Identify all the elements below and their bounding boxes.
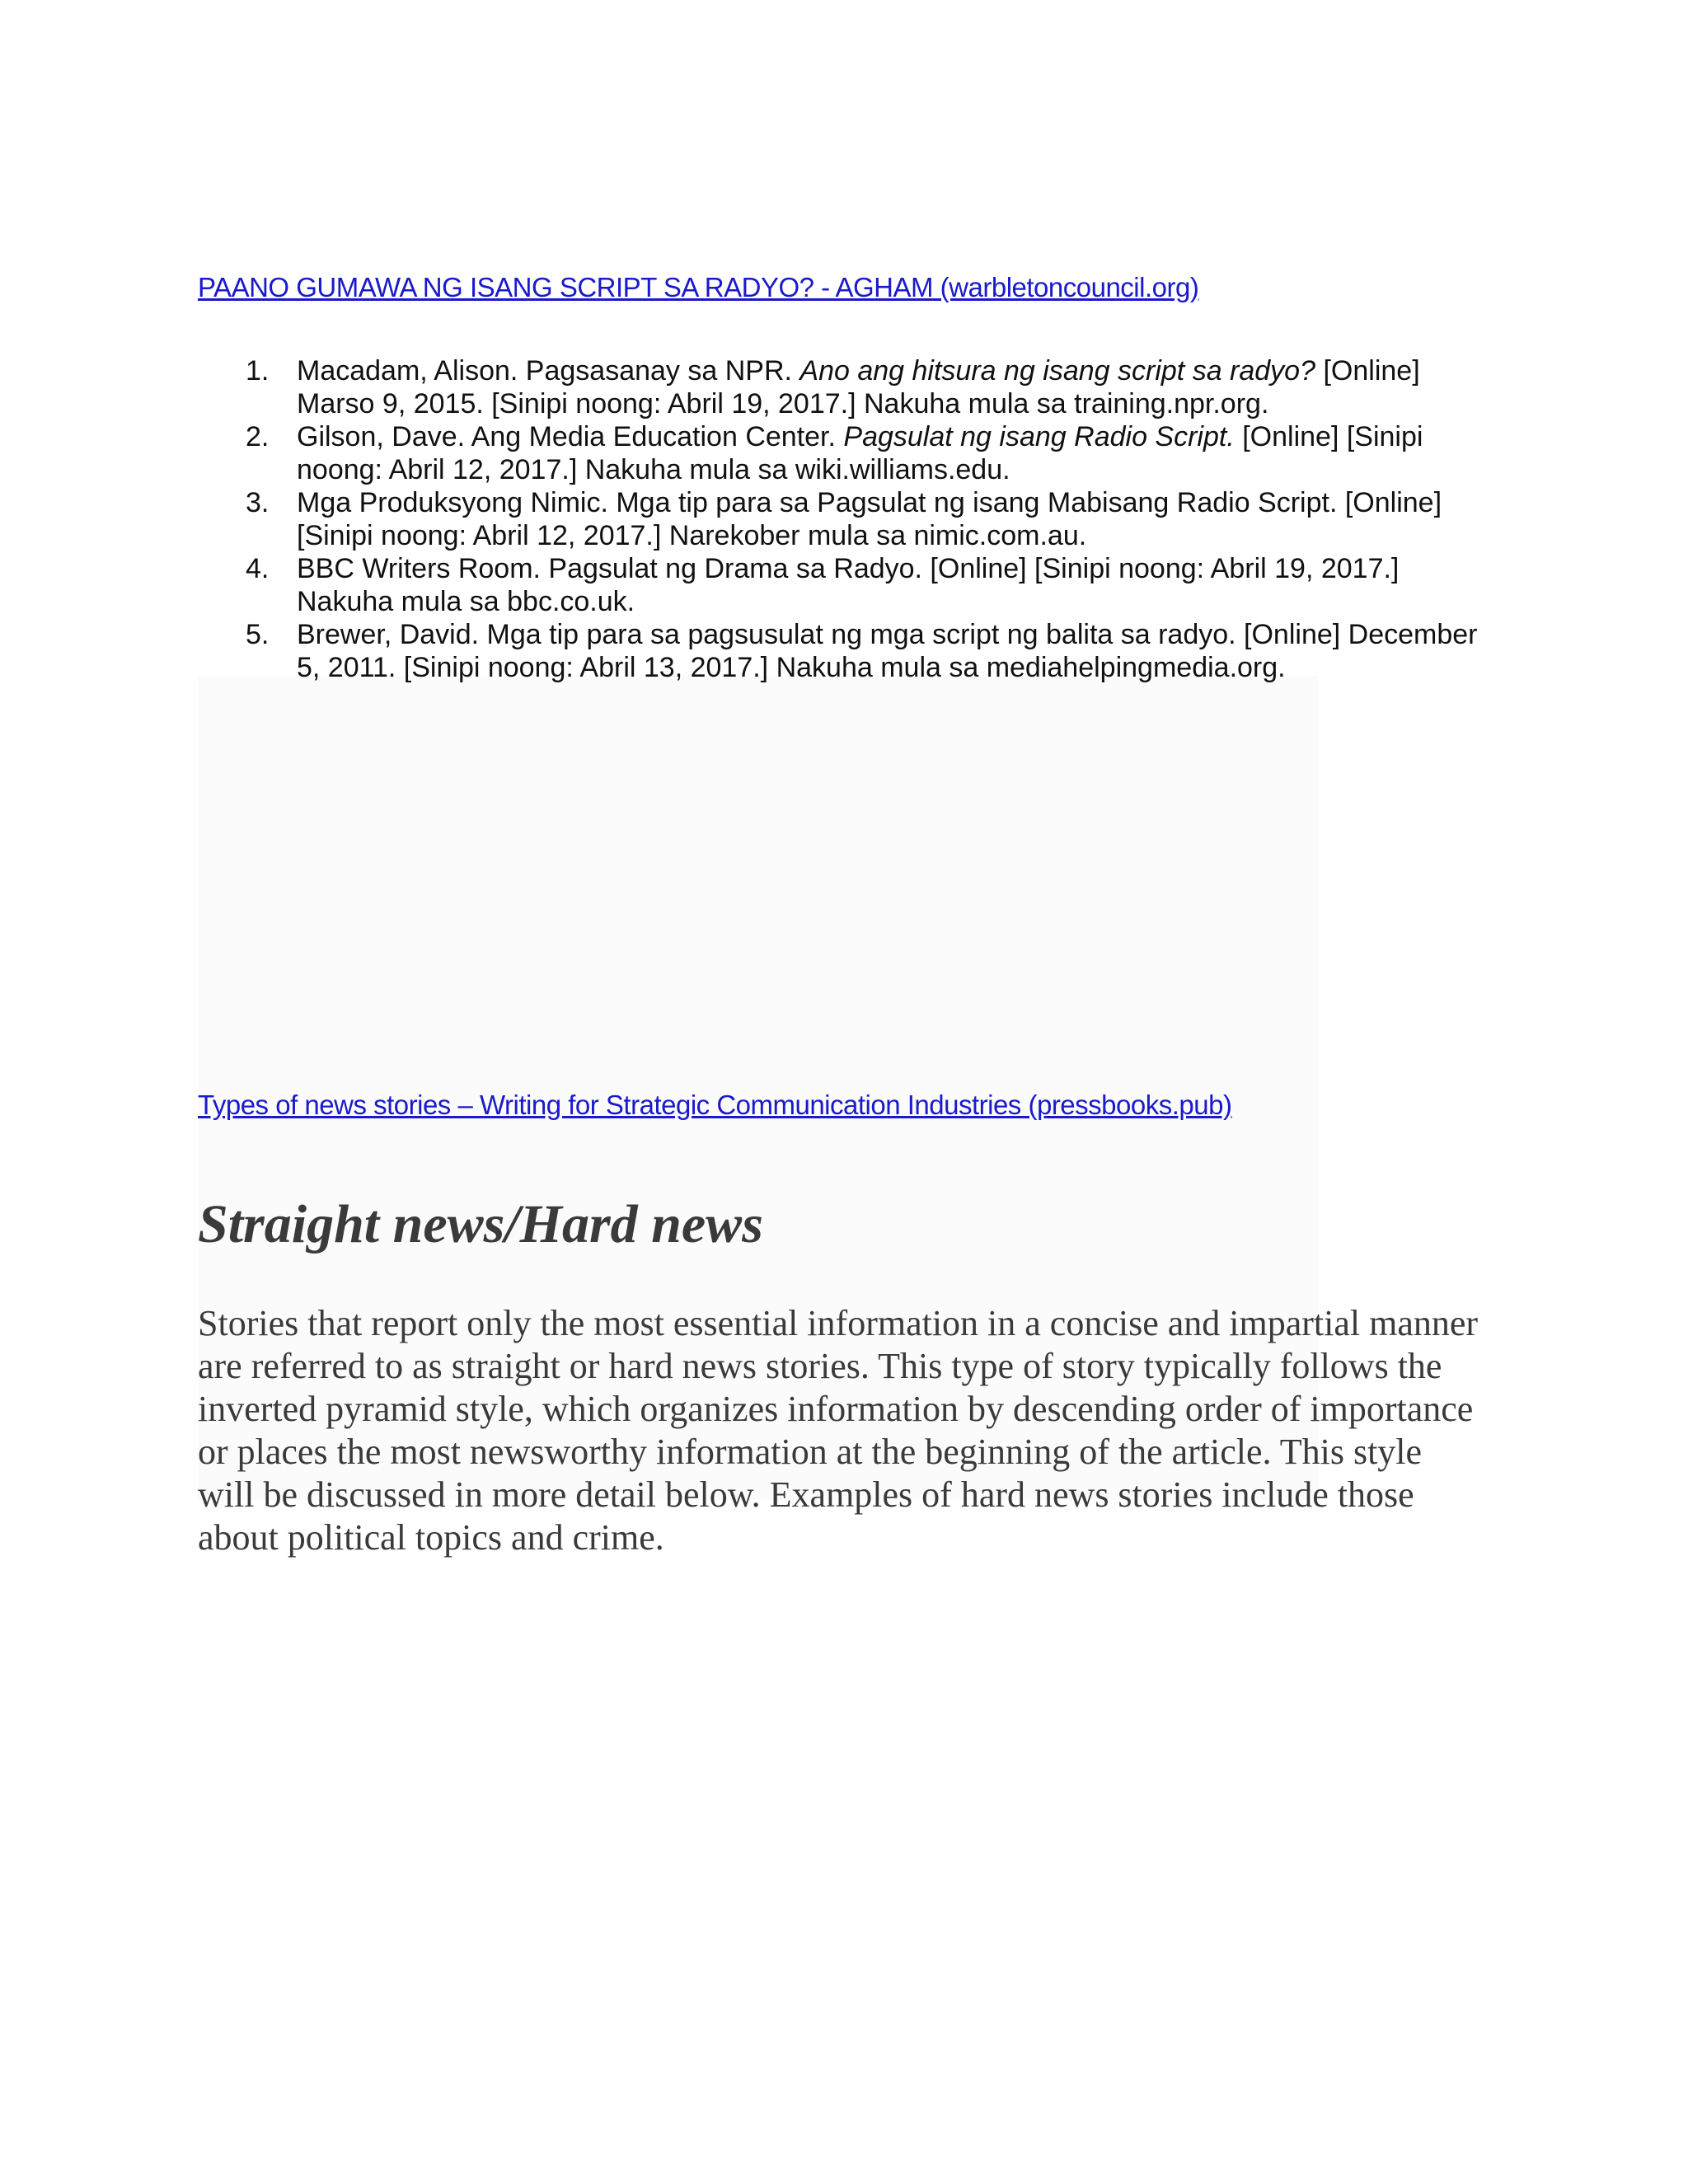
reference-item [239, 486, 1492, 552]
reference-number: 1. [246, 355, 270, 387]
reference-details: [Online] [Sinipi noong: Abril 12, 2017.] Nakuha mula sa wiki.williams.edu. [297, 421, 1423, 485]
reference-title: Ano ang hitsura ng isang script sa radyo? [799, 355, 1316, 387]
reference-text: Mga Produksyong Nimic. Mga tip para sa Pagsulat ng isang Mabisang Radio Script. [Online] [Sinipi noong: Abril 12, 2017.] Narekober mula sa nimic.com.au. [297, 487, 1442, 551]
agham-source-link[interactable]: PAANO GUMAWA NG ISANG SCRIPT SA RADYO? - AGHAM (warbletoncouncil.org) [198, 272, 1199, 302]
article-heading: Straight news/Hard news [198, 1194, 763, 1254]
reference-number: 3. [246, 487, 270, 518]
reference-details: [Online] Marso 9, 2015. [Sinipi noong: Abril 19, 2017.] Nakuha mula sa training.npr.org. [297, 355, 1420, 419]
pressbooks-source-link[interactable]: Types of news stories – Writing for Strategic Communication Industries (pressbooks.pub) [198, 1090, 1232, 1120]
reference-title: Pagsulat ng isang Radio Script. [843, 421, 1235, 452]
reference-item [239, 420, 1492, 486]
reference-text: Gilson, Dave. Ang Media Education Center. [297, 421, 844, 452]
reference-item [239, 354, 1492, 420]
reference-text: Brewer, David. Mga tip para sa pagsusulat ng mga script ng balita sa radyo. [Online] December 5, 2011. [Sinipi noong: Abril 13, 2017.] Nakuha mula sa mediahelpingmedia.org. [297, 619, 1478, 683]
reference-number: 5. [246, 619, 270, 650]
article-paragraph: Stories that report only the most essential information in a concise and impartial manner are referred to as straight or hard news stories. This type of story typically follows the inverted pyramid style, which organizes information by descending order of importance or places the most newsworthy information at the beginning of the article. This style will be discussed in more detail below. Examples of hard news stories include those about political topics and crime. [198, 1303, 1479, 1558]
reference-item [239, 552, 1492, 618]
reference-number: 4. [246, 553, 270, 584]
reference-item [239, 618, 1492, 684]
reference-text: Macadam, Alison. Pagsasanay sa NPR. [297, 355, 800, 387]
reference-number: 2. [246, 421, 270, 452]
reference-list [239, 354, 1492, 684]
reference-text: BBC Writers Room. Pagsulat ng Drama sa Radyo. [Online] [Sinipi noong: Abril 19, 2017.] Nakuha mula sa bbc.co.uk. [297, 553, 1400, 617]
